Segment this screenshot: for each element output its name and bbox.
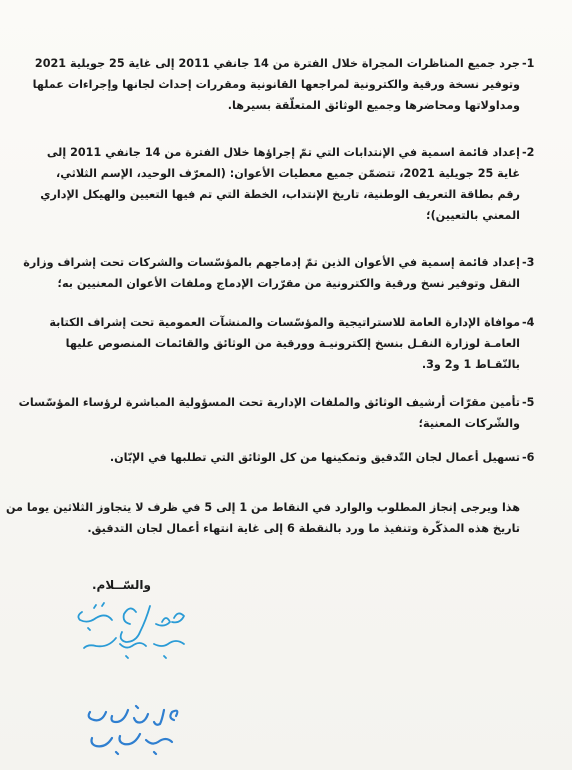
item-line: العامـة لوزارة النقـل بنسخ إلكترونيـة وورقية من الوثائق والقائمات المنصوص عليها	[65, 337, 520, 350]
item-number: -1	[522, 57, 535, 70]
item-line: تسهيل أعمال لجان التّدقيق وتمكينها من كل الوثائق التي تطلبها في الإبّان.	[109, 451, 520, 464]
item-line: والشّركات المعنية؛	[418, 417, 520, 430]
item-line: موافاة الإدارة العامة للاستراتيجية والمؤسّسات والمنشآت العمومية تحت إشراف الكتابة	[49, 316, 520, 329]
item-line: إعداد قائمة اسمية في الإنتدابات التي تمّ إجراؤها خلال الفترة من 14 جانفي 2011 إلى	[46, 146, 520, 159]
item-number: -2	[522, 146, 535, 159]
item-line: المعني بالتعيين)؛	[426, 209, 520, 222]
item-number: -3	[522, 256, 535, 269]
item-line: جرد جميع المناظرات المجراة خلال الفترة من 14 جانفي 2011 إلى غاية 25 جويلية 2021	[34, 57, 520, 70]
list-item-1	[32, 53, 535, 116]
closing-line: هذا ويرجى إنجاز المطلوب والوارد في النقاط من 1 إلى 5 في ظرف لا يتجاوز الثلاثين يوما من	[5, 501, 520, 514]
list-item-4	[49, 312, 535, 375]
item-line: ومداولاتها ومحاضرها وجميع الوثائق المتعلّقة بسيرها.	[227, 99, 520, 112]
closing-line: تاريخ هذه المذكّرة وتنفيذ ما ورد بالنقطة 6 إلى غاية انتهاء أعمال لجان التدقيق.	[87, 522, 520, 535]
item-line: بالنّقـاط 1 و2 و3.	[421, 358, 520, 371]
salutation: والسّــلام.	[92, 578, 151, 592]
item-line: تأمين مقرّات أرشيف الوثائق والملفات الإدارية تحت المسؤولية المباشرة لرؤساء المؤسّسات	[18, 396, 520, 409]
item-line: رقم بطاقة التعريف الوطنية، تاريخ الإنتداب، الخطة التي تم فيها التعيين والهيكل الإداري	[40, 188, 520, 201]
list-item-2	[40, 142, 535, 226]
list-item-3	[23, 252, 535, 294]
closing-paragraph	[5, 497, 520, 539]
item-number: -5	[522, 396, 535, 409]
item-number: -6	[522, 451, 535, 464]
item-line: النقل وتوفير نسخ ورقية والكترونية من مقرّرات الإدماج وملفات الأعوان المعنيين به؛	[57, 277, 520, 290]
item-line: إعداد قائمة إسمية في الأعوان الذين تمّ إدماجهم بالمؤسّسات والشركات تحت إشراف وزارة	[23, 256, 520, 269]
item-line: وتوفير نسخة ورقية والكترونية لمراجعها القانونية ومقررات إحداث لجانها وإجراءات عملها	[32, 78, 520, 91]
item-number: -4	[522, 316, 535, 329]
item-line: غاية 25 جويلية 2021، تتضمّن جميع معطيات الأعوان: (المعرّف الوحيد، الإسم الثلاثي،	[56, 167, 520, 180]
list-item-5	[18, 392, 535, 434]
list-item-6	[58, 447, 535, 468]
